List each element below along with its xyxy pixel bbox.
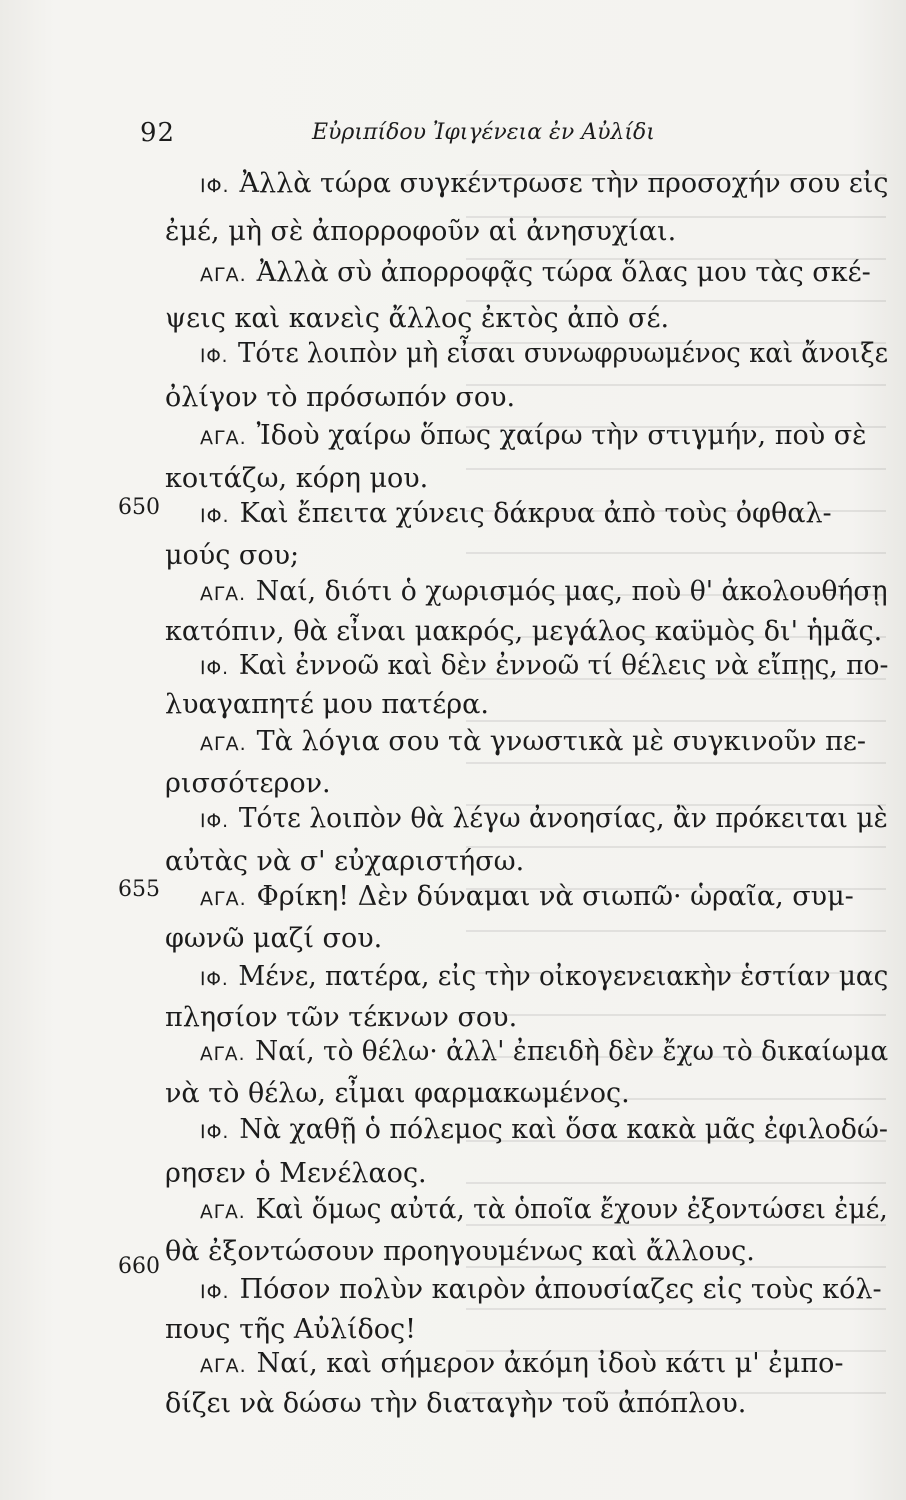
dialogue-continuation-line <box>165 925 382 952</box>
line-text: δίζει νὰ δώσω τὴν διαταγὴν τοῦ ἀπόπλου. <box>165 1388 747 1419</box>
dialogue-line <box>200 1116 888 1143</box>
dialogue-line <box>200 259 871 286</box>
line-text: πλησίον τῶν τέκνων σου. <box>165 1002 518 1033</box>
dialogue-line <box>200 728 866 755</box>
speaker-label: ΙΦ. <box>200 1121 230 1143</box>
speaker-label: ΙΦ. <box>200 657 230 679</box>
dialogue-continuation-line <box>165 542 299 569</box>
dialogue-line <box>200 1196 888 1223</box>
speaker-label: ΙΦ. <box>200 1281 230 1303</box>
line-text: Τὰ λόγια σου τὰ γνωστικὰ μὲ συγκινοῦν πε- <box>256 726 866 757</box>
line-text: Ναί, καὶ σήμερον ἀκόμη ἰδοὺ κάτι μ' ἐμπο- <box>256 1348 844 1379</box>
line-text: ὀλίγον τὸ πρόσωπόν σου. <box>165 382 516 413</box>
dialogue-line <box>200 963 888 990</box>
dialogue-continuation-line <box>165 691 489 718</box>
dialogue-line <box>200 652 888 679</box>
line-text: Καὶ ὅμως αὐτά, τὰ ὁποῖα ἔχουν ἐξοντώσει ἐμέ, <box>255 1194 888 1225</box>
line-text: νὰ τὸ θέλω, εἶμαι φαρμακωμένος. <box>165 1078 630 1109</box>
dialogue-line <box>200 1038 888 1065</box>
dialogue-continuation-line <box>165 1316 416 1343</box>
speaker-label: ΑΓΑ. <box>200 888 247 910</box>
line-text: Φρίκη! Δὲν δύναμαι νὰ σιωπῶ· ὡραῖα, συμ- <box>256 881 854 912</box>
line-text: ἐμέ, μὴ σὲ ἀπορροφοῦν αἱ ἀνησυχίαι. <box>165 216 677 247</box>
dialogue-line <box>200 340 888 367</box>
line-text: Πόσον πολὺν καιρὸν ἀπουσίαζες εἰς τοὺς κόλ- <box>239 1274 882 1305</box>
line-text: φωνῶ μαζί σου. <box>165 923 383 954</box>
dialogue-line <box>200 883 854 910</box>
verse-number-660: 660 <box>118 1254 160 1279</box>
dialogue-continuation-line <box>165 218 676 245</box>
dialogue-continuation-line <box>165 384 515 411</box>
dialogue-line <box>200 170 888 197</box>
dialogue-line <box>200 805 888 832</box>
speaker-label: ΑΓΑ. <box>200 1201 246 1223</box>
speaker-label: ΙΦ. <box>200 810 230 832</box>
line-text: Ναί, τὸ θέλω· ἀλλ' ἐπειδὴ δὲν ἔχω τὸ δικαίωμα <box>255 1036 889 1067</box>
dialogue-line <box>200 422 867 449</box>
dialogue-continuation-line <box>165 1080 630 1107</box>
line-text: λυαγαπητέ μου πατέρα. <box>165 689 489 720</box>
dialogue-continuation-line <box>165 770 331 797</box>
line-text: Ἀλλὰ σὺ ἀπορροφᾷς τώρα ὅλας μου τὰς σκέ- <box>256 257 871 288</box>
line-text: ψεις καὶ κανεὶς ἄλλος ἐκτὸς ἀπὸ σέ. <box>165 303 670 334</box>
verse-number-650: 650 <box>118 495 160 520</box>
line-text: Ἀλλὰ τώρα συγκέντρωσε τὴν προσοχήν σου εἰς <box>239 168 889 199</box>
line-text: μούς σου; <box>165 540 300 571</box>
page-header <box>140 118 700 158</box>
speaker-label: ΑΓΑ. <box>200 733 247 755</box>
dialogue-continuation-line <box>165 1390 746 1417</box>
line-text: Νὰ χαθῇ ὁ πόλεμος καὶ ὅσα κακὰ μᾶς ἐφιλοδώ- <box>239 1114 888 1145</box>
line-text: ρησεν ὁ Μενέλαος. <box>165 1158 427 1189</box>
running-head: Εὐριπίδου Ἰφιγένεια ἐν Αὐλίδι <box>312 120 655 145</box>
line-text: Τότε λοιπὸν θὰ λέγω ἀνοησίας, ἂν πρόκειται μὲ <box>238 803 888 834</box>
line-text: Καὶ ἐννοῶ καὶ δὲν ἐννοῶ τί θέλεις νὰ εἴπῃς, πο- <box>238 650 889 681</box>
dialogue-line <box>200 1350 843 1377</box>
line-text: αὐτὰς νὰ σ' εὐχαριστήσω. <box>165 846 525 877</box>
dialogue-line <box>200 578 888 605</box>
dialogue-continuation-line <box>165 848 524 875</box>
speaker-label: ΙΦ. <box>200 345 229 367</box>
line-text: κατόπιν, θὰ εἶναι μακρός, μεγάλος καϋμὸς δι' ἡμᾶς. <box>165 616 883 647</box>
dialogue-continuation-line <box>165 465 428 492</box>
line-text: Ναί, διότι ὁ χωρισμός μας, ποὺ θ' ἀκολουθήσῃ <box>255 576 888 607</box>
line-text: κοιτάζω, κόρη μου. <box>165 463 429 494</box>
speaker-label: ΙΦ. <box>200 968 229 990</box>
verse-number-655: 655 <box>118 877 160 902</box>
dialogue-continuation-line <box>165 305 669 332</box>
speaker-label: ΑΓΑ. <box>200 1043 246 1065</box>
dialogue-line <box>200 1276 882 1303</box>
dialogue-continuation-line <box>165 618 882 645</box>
speaker-label: ΑΓΑ. <box>200 583 247 605</box>
speaker-label: ΑΓΑ. <box>200 1355 247 1377</box>
dialogue-continuation-line <box>165 1004 517 1031</box>
speaker-label: ΙΦ. <box>200 175 230 197</box>
line-text: πους τῆς Αὐλίδος! <box>165 1314 417 1345</box>
dialogue-line <box>200 500 832 527</box>
dialogue-continuation-line <box>165 1160 427 1187</box>
line-text: Καὶ ἔπειτα χύνεις δάκρυα ἀπὸ τοὺς ὀφθαλ- <box>239 498 832 529</box>
speaker-label: ΑΓΑ. <box>200 264 247 286</box>
page-number: 92 <box>140 118 176 148</box>
speaker-label: ΙΦ. <box>200 505 230 527</box>
speaker-label: ΑΓΑ. <box>200 427 247 449</box>
line-text: Μένε, πατέρα, εἰς τὴν οἰκογενειακὴν ἑστίαν μας <box>238 961 889 992</box>
dialogue-continuation-line <box>165 1238 755 1265</box>
line-text: Τότε λοιπὸν μὴ εἶσαι συνωφρυωμένος καὶ ἄνοιξε <box>238 338 889 369</box>
line-text: ρισσότερον. <box>165 768 331 799</box>
line-text: Ἰδοὺ χαίρω ὅπως χαίρω τὴν στιγμήν, ποὺ σὲ <box>256 420 867 451</box>
line-text: θὰ ἐξοντώσουν προηγουμένως καὶ ἄλλους. <box>165 1236 755 1267</box>
